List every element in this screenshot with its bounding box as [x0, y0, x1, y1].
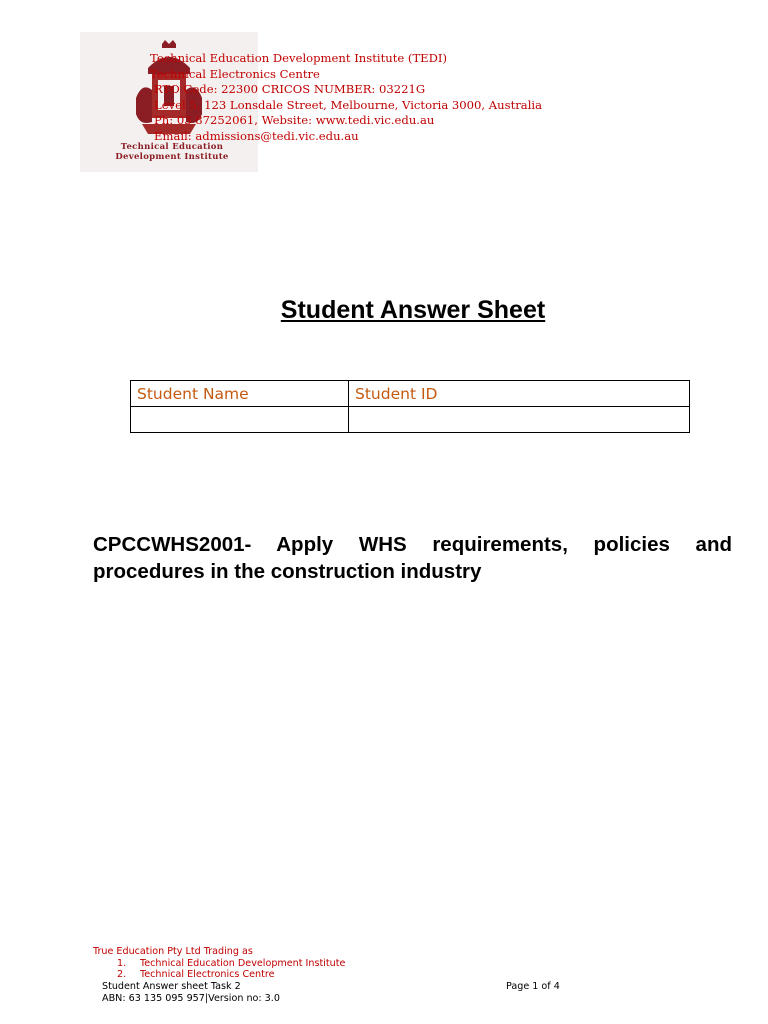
footer-trading-block [93, 946, 345, 981]
list-text: Technical Education Development Institute [140, 957, 346, 969]
list-number: 1. [117, 957, 127, 969]
student-info-table [130, 380, 690, 433]
footer-abn-version: ABN: 63 135 095 957|Version no: 3.0 [102, 992, 280, 1004]
page-title: Student Answer Sheet [280, 296, 546, 324]
header-email: Email: admissions@tedi.vic.edu.au [154, 128, 359, 143]
student-id-label: Student ID [349, 381, 690, 407]
footer-list-item [93, 958, 345, 970]
footer-list-item [93, 969, 345, 981]
header-phone-website: Ph: 03 87252061, Website: www.tedi.vic.edu.au [154, 113, 435, 128]
footer-row [102, 981, 572, 993]
logo-wordmark [102, 142, 242, 162]
footer-row [102, 993, 572, 1005]
student-id-field[interactable] [349, 407, 690, 433]
footer-doc-name: Student Answer sheet Task 2 [102, 981, 241, 992]
footer-page-number: Page 1 of 4 [506, 981, 560, 992]
logo-line-1: Technical Education [120, 142, 224, 152]
footer-document-info [102, 981, 572, 1004]
table-entry-row [131, 407, 690, 433]
footer-trading-as: True Education Pty Ltd Trading as [93, 946, 253, 957]
student-name-field[interactable] [131, 407, 349, 433]
header-centre-name: Technical Electronics Centre [150, 66, 320, 81]
logo-line-2: Development Institute [115, 152, 229, 162]
table-header-row [131, 381, 690, 407]
unit-title: CPCCWHS2001- Apply WHS requirements, policies and procedures in the construction industry [93, 533, 732, 583]
institute-header [150, 51, 542, 145]
list-text: Technical Electronics Centre [140, 969, 275, 980]
header-rto-code: RTO Code: 22300 CRICOS NUMBER: 03221G [154, 82, 426, 97]
list-number: 2. [117, 969, 127, 980]
header-address: Level 5, 123 Lonsdale Street, Melbourne, Victoria 3000, Australia [154, 97, 543, 112]
header-institute-name: Technical Education Development Institute (TEDI) [150, 51, 448, 65]
student-name-label: Student Name [131, 381, 349, 407]
